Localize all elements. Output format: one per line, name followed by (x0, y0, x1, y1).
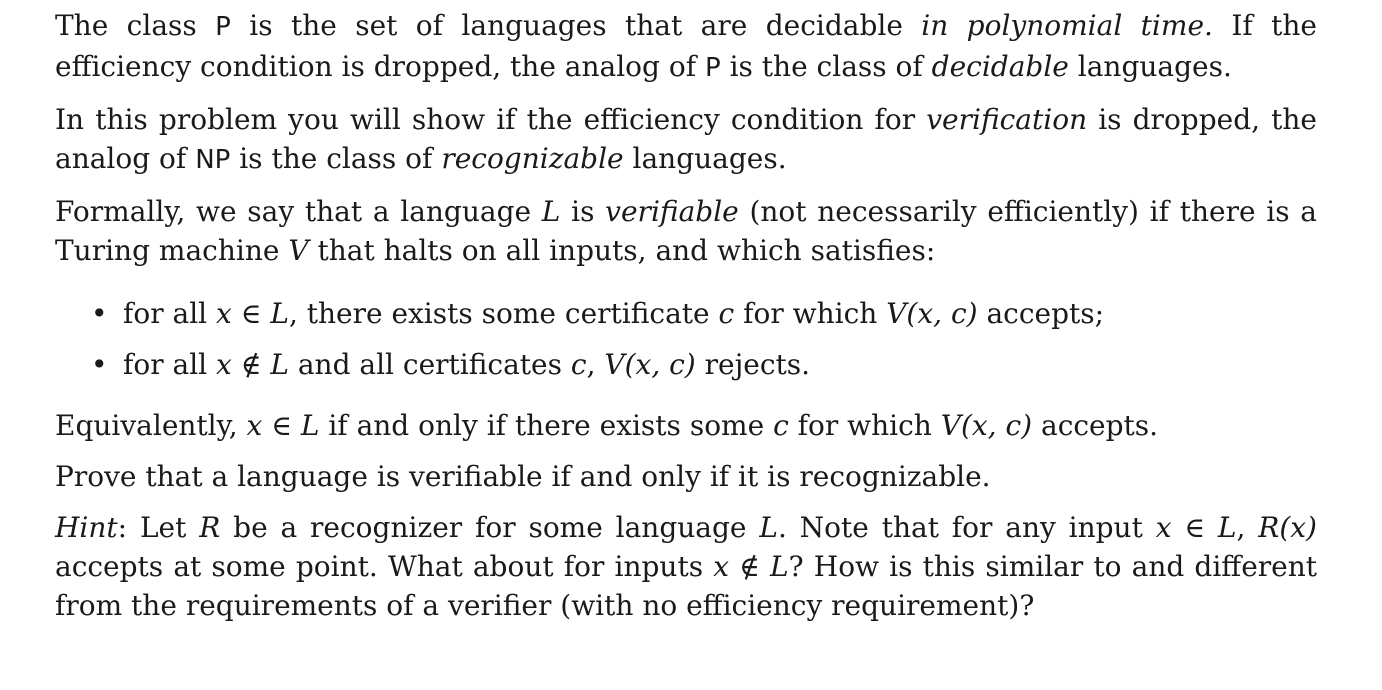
bullet-icon: • (91, 297, 108, 330)
text: if and only if there exists some (319, 409, 774, 442)
text: is the class of (230, 142, 442, 175)
math-expression: c (718, 297, 735, 330)
math-expression: c (773, 409, 789, 442)
text: that halts on all inputs, and which satisfies: (308, 234, 936, 267)
math-expression: x ∉ L (216, 348, 289, 381)
hint-label: Hint (55, 511, 118, 544)
text: languages. (1068, 50, 1232, 83)
emphasis-text: verifiable (605, 195, 739, 228)
class-np-symbol: NP (195, 145, 231, 175)
emphasis-text: in polynomial time. (921, 9, 1213, 42)
class-p-symbol: P (215, 12, 231, 42)
list-item (55, 345, 1317, 384)
text: The class (55, 9, 216, 42)
math-expression: x ∈ L (1155, 511, 1237, 544)
text: , there exists some certificate (288, 297, 719, 330)
math-expression: V(x, c) (886, 297, 978, 330)
text: : Let (117, 511, 200, 544)
text: Formally, we say that a language (55, 195, 542, 228)
text: , (1236, 511, 1259, 544)
class-p-symbol: P (704, 53, 721, 83)
math-symbol: V (288, 234, 309, 267)
text: Equivalently, (55, 409, 247, 442)
paragraph-definition (55, 192, 1317, 270)
text: for all (123, 297, 217, 330)
text: rejects. (695, 348, 811, 381)
text: languages. (623, 142, 787, 175)
math-expression: R(x) (1258, 511, 1317, 544)
text: accepts at some point. What about for inputs (55, 550, 714, 583)
math-expression: x ∉ L (713, 550, 789, 583)
text: If the efficiency condition is dropped, the analog of (55, 9, 1317, 83)
paragraph-hint (55, 508, 1317, 625)
math-expression: V(x, c) (604, 348, 696, 381)
text: . Note that for any input (777, 511, 1156, 544)
paragraph-prove (55, 457, 1317, 496)
paragraph-equivalently (55, 406, 1317, 445)
paragraph-problem-intro (55, 100, 1317, 180)
text: is the set of languages that are decidable (230, 9, 922, 42)
emphasis-text: decidable (931, 50, 1069, 83)
bullet-icon: • (91, 348, 108, 381)
text: is (560, 195, 606, 228)
math-symbol: L (541, 195, 561, 228)
text: accepts. (1032, 409, 1159, 442)
math-expression: c (570, 348, 587, 381)
text: , (586, 348, 605, 381)
math-symbol: L (759, 511, 778, 544)
text: is dropped, the analog of (55, 103, 1317, 175)
text: accepts; (977, 297, 1105, 330)
text: for which (734, 297, 887, 330)
problem-statement (55, 6, 1317, 637)
paragraph-class-p (55, 6, 1317, 88)
text: In this problem you will show if the efficiency condition for (55, 103, 927, 136)
math-expression: V(x, c) (940, 409, 1033, 442)
text: Prove that a language is verifiable if and only if it is recognizable. (55, 460, 991, 493)
math-expression: x ∈ L (216, 297, 289, 330)
list-item (55, 294, 1317, 333)
text: (not necessarily efficiently) if there is a Turing machine (55, 195, 1317, 267)
text: is the class of (720, 50, 932, 83)
text: for which (788, 409, 941, 442)
conditions-list (55, 294, 1317, 384)
text: ? How is this similar to and different from the requirements of a verifier (with no efficiency requirement)? (55, 550, 1318, 622)
text: and all certificates (288, 348, 571, 381)
emphasis-text: recognizable (441, 142, 624, 175)
math-expression: x ∈ L (246, 409, 320, 442)
text: for all (123, 348, 217, 381)
text: be a recognizer for some language (220, 511, 760, 544)
emphasis-text: verification (926, 103, 1088, 136)
math-symbol: R (199, 511, 221, 544)
